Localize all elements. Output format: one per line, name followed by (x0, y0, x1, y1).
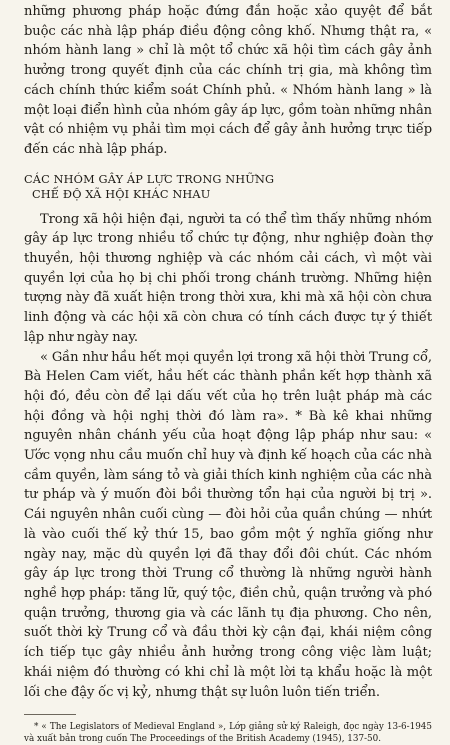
opening-paragraph: những phương pháp hoặc đứng đắn hoặc xảo quyệt để bắt buộc các nhà lập pháp điều động công khố. Nhưng thật ra, « nhóm hành lang » chỉ là một tổ chức xã hội tìm cách gây ảnh hưởng trong quyết định của các chính trị gia, mà không tìm cách chính thức kiểm soát Chính phủ. « Nhóm hành lang » là một loại điển hình của nhóm gây áp lực, gồm toàn những nhân vật có nhiệm vụ phải tìm mọi cách để gây ảnh hưởng trực tiếp đến các nhà lập pháp. (24, 4, 432, 157)
body-paragraph-modern-society: Trong xã hội hiện đại, người ta có thể tìm thấy những nhóm gây áp lực trong nhiều tổ chức tự động, như nghiệp đoàn thợ thuyền, hội thương nghiệp và các nhóm cải cách, vì một vài quyền lợi của họ bị chi phối trong chánh trường. Những hiện tượng này đã xuất hiện trong thời xưa, khi mà xã hội còn chưa linh động và các hội xã còn chưa có tính cách được tự ý thiết lập như ngày nay. (24, 211, 432, 345)
section-heading-line-2: CHẾ ĐỘ XÃ HỘI KHÁC NHAU (32, 187, 211, 201)
section-heading-line-1: CÁC NHÓM GÂY ÁP LỰC TRONG NHỮNG (24, 172, 275, 186)
section-heading (24, 172, 432, 202)
footnote-divider (24, 714, 76, 715)
footnote: * « The Legislators of Medieval England », Lớp giảng sử ký Raleigh, đọc ngày 13-6-1945 và xuất bản trong cuốn The Proceedings of the British Academy (1945), 137-50. (24, 722, 432, 745)
body-paragraph-medieval-society: « Gần như hầu hết mọi quyền lợi trong xã hội thời Trung cổ, Bà Helen Cam viết, hầu hết các thành phần kết hợp thành xã hội đó, đều còn để lại dấu vết của họ trên luật pháp mà các hội đồng và hội nghị thời đó làm ra». * Bà kê khai những nguyên nhân chánh yếu của hoạt động lập pháp như sau: « Ước vọng nhu cầu muốn chỉ huy và định kế hoạch của các nhà cầm quyền, làm sáng tỏ và giải thích kinh nghiệm của các nhà tư pháp và ý muốn đòi bồi thường tổn hại của người bị trị ». Cái nguyên nhân cuối cùng — đòi hỏi của quần chúng — nhứt là vào cuối thế kỷ thứ 15, bao gồm một ý nghĩa giống như ngày nay, mặc dù quyền lợi đã thay đổi đôi chút. Các nhóm gây áp lực trong thời Trung cổ thường là những người hành nghề hợp pháp: tăng lữ, quý tộc, điền chủ, quận trưởng và phó quận trưởng, thương gia và các lãnh tụ địa phương. Cho nên, suốt thời kỳ Trung cổ và đầu thời kỳ cận đại, khái niệm công ích tiếp tục gây nhiều ảnh hưởng trong công việc làm luật; khái niệm đó thường có khi chỉ là một lời tạ khẩu hoặc là một lối che đậy ốc vị kỷ, nhưng thật sự luôn luôn tiến triển. (24, 349, 432, 700)
